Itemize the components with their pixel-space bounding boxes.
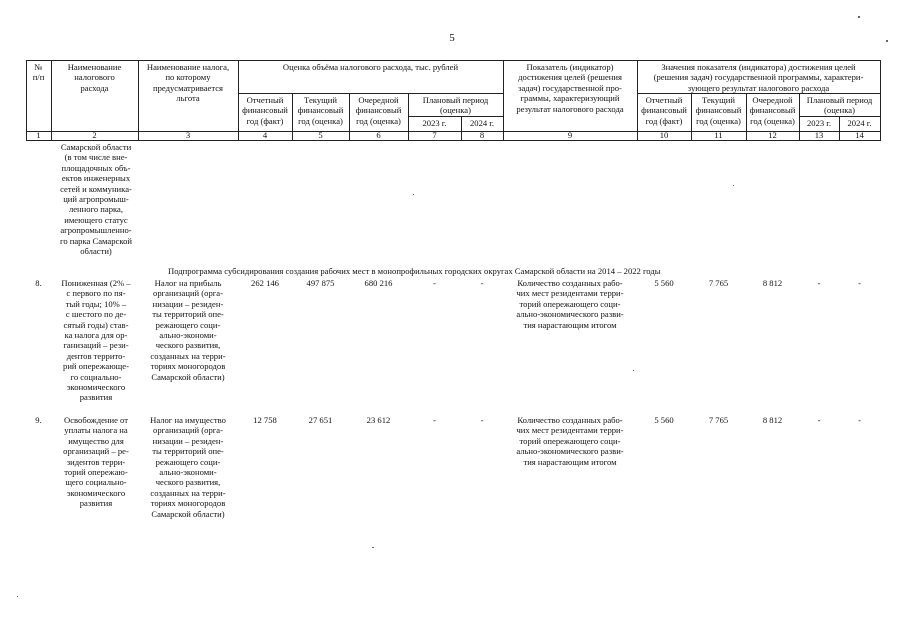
col-number: 2: [92, 130, 97, 140]
row-tax-name: Налог на имущество организаций (орга- низации – резиден- ты территорий опе- режающего соци- ально-экономи- ческого развития, созданных на терри- ториях моногородов Самарской области): [150, 415, 226, 519]
row-number: 8.: [35, 278, 42, 288]
row-eval-current: 27 651: [308, 415, 333, 425]
row-tax-name: Налог на прибыль организаций (орга- низации – резиден- ты территорий опе- режающего соци- ально-экономи- ческого развития, созданных на терри- ториях моногородов Самарской области): [150, 278, 226, 382]
grid-line: [408, 116, 503, 117]
header-eval-group: Оценка объёма налогового расхода, тыс. рублей: [282, 62, 459, 72]
header-val-report: Отчетный финансовый год (факт): [641, 95, 687, 126]
header-val-current: Текущий финансовый год (оценка): [695, 95, 742, 126]
grid-line: [238, 93, 503, 94]
header-expense-name: Наименование налогового расхода: [67, 62, 122, 93]
header-val-2024: 2024 г.: [847, 118, 872, 128]
header-eval-planned: Плановый период (оценка): [422, 95, 489, 116]
header-val-planned: Плановый период (оценка): [806, 95, 873, 116]
col-number: 6: [376, 130, 381, 140]
header-eval-current: Текущий финансовый год (оценка): [297, 95, 344, 126]
col-number: 1: [36, 130, 41, 140]
row-val-2024: -: [858, 278, 861, 288]
row-val-report: 5 560: [654, 415, 674, 425]
row-expense-name: Пониженная (2% – с первого по пя- тый годы; 10% – с шестого по де- сятый годы) став- ка налога для ор- ганизаций – рези- дентов террито- рий опережающе- го социально- экономического развития: [61, 278, 131, 403]
grid-line: [880, 60, 881, 141]
col-number: 12: [768, 130, 777, 140]
col-number: 13: [814, 130, 824, 140]
col-number: 5: [318, 130, 323, 140]
row-val-2023: -: [817, 415, 821, 425]
scan-speck: [17, 596, 18, 597]
row-indicator: Количество созданных рабо- чих мест резидентами терри- торий опережающего соци- ально-экономического разви- тия нарастающим итогом: [516, 278, 624, 330]
col-number: 3: [185, 130, 191, 140]
row-val-current: 7 765: [708, 278, 729, 288]
col-number: 4: [262, 130, 268, 140]
row-val-next: 8 812: [762, 278, 783, 288]
header-eval-next: Очередной финансовый год (оценка): [355, 95, 402, 126]
header-values-group: Значения показателя (индикатора) достижения целей (решения задач) государственной программы, характери- зующего результат налогового расхода: [653, 62, 864, 93]
header-eval-2023: 2023 г.: [422, 118, 447, 128]
scan-speck: [886, 40, 888, 42]
col-number: 11: [714, 130, 723, 140]
row-eval-2024: -: [480, 415, 484, 425]
scan-speck: [372, 547, 374, 548]
header-num: № п/п: [32, 62, 45, 83]
scan-speck: [633, 370, 634, 371]
header-eval-report: Отчетный финансовый год (факт): [242, 95, 288, 126]
header-indicator: Показатель (индикатор) достижения целей (решения задач) государственной про- граммы, характеризующий результат налогового расхода: [516, 62, 624, 114]
col-number: 7: [432, 130, 437, 140]
row-eval-next: 680 216: [364, 278, 393, 288]
header-tax-name: Наименование налога, по которому предусматривается льгота: [146, 62, 230, 104]
row-eval-2024: -: [480, 278, 484, 288]
row-eval-2023: -: [433, 278, 436, 288]
page-number: 5: [449, 32, 455, 44]
col-number: 8: [479, 130, 485, 140]
header-val-next: Очередной финансовый год (оценка): [749, 95, 796, 126]
row-eval-next: 23 612: [366, 415, 391, 425]
row-val-report: 5 560: [654, 278, 674, 288]
subprogram-title: Подпрограмма субсидирования создания рабочих мест в монопрофильных городских округах Самарской области на 2014 – 2022 годы: [168, 266, 661, 276]
row-eval-report: 12 758: [253, 415, 277, 425]
col-number: 9: [567, 130, 573, 140]
continuation-text: Самарской области (в том числе вне- площадочных объ- ектов инженерных сетей и коммуника- ций агропромыш- ленного парка, имеющего статус агропромышленно- го парка Самарской области): [60, 142, 132, 257]
row-number: 9.: [35, 415, 42, 425]
row-eval-2023: -: [433, 415, 436, 425]
row-expense-name: Освобождение от уплаты налога на имущество для организаций – ре- зидентов терри- торий опережаю- щего социально- экономического развития: [63, 415, 129, 509]
col-number: 14: [855, 130, 864, 140]
scan-speck: [413, 194, 414, 195]
grid-line: [26, 60, 880, 61]
col-number: 10: [659, 130, 669, 140]
scan-speck: [858, 16, 860, 18]
row-val-current: 7 765: [708, 415, 729, 425]
row-val-2024: -: [858, 415, 861, 425]
row-eval-current: 497 875: [306, 278, 335, 288]
row-val-next: 8 812: [762, 415, 783, 425]
header-val-2023: 2023 г.: [806, 118, 832, 128]
header-eval-2024: 2024 г.: [469, 118, 495, 128]
row-indicator: Количество созданных рабо- чих мест резидентами терри- торий опережающего соци- ально-экономического разви- тия нарастающим итогом: [516, 415, 624, 467]
scan-speck: [733, 185, 734, 186]
row-val-2023: -: [817, 278, 821, 288]
row-eval-report: 262 146: [251, 278, 279, 288]
